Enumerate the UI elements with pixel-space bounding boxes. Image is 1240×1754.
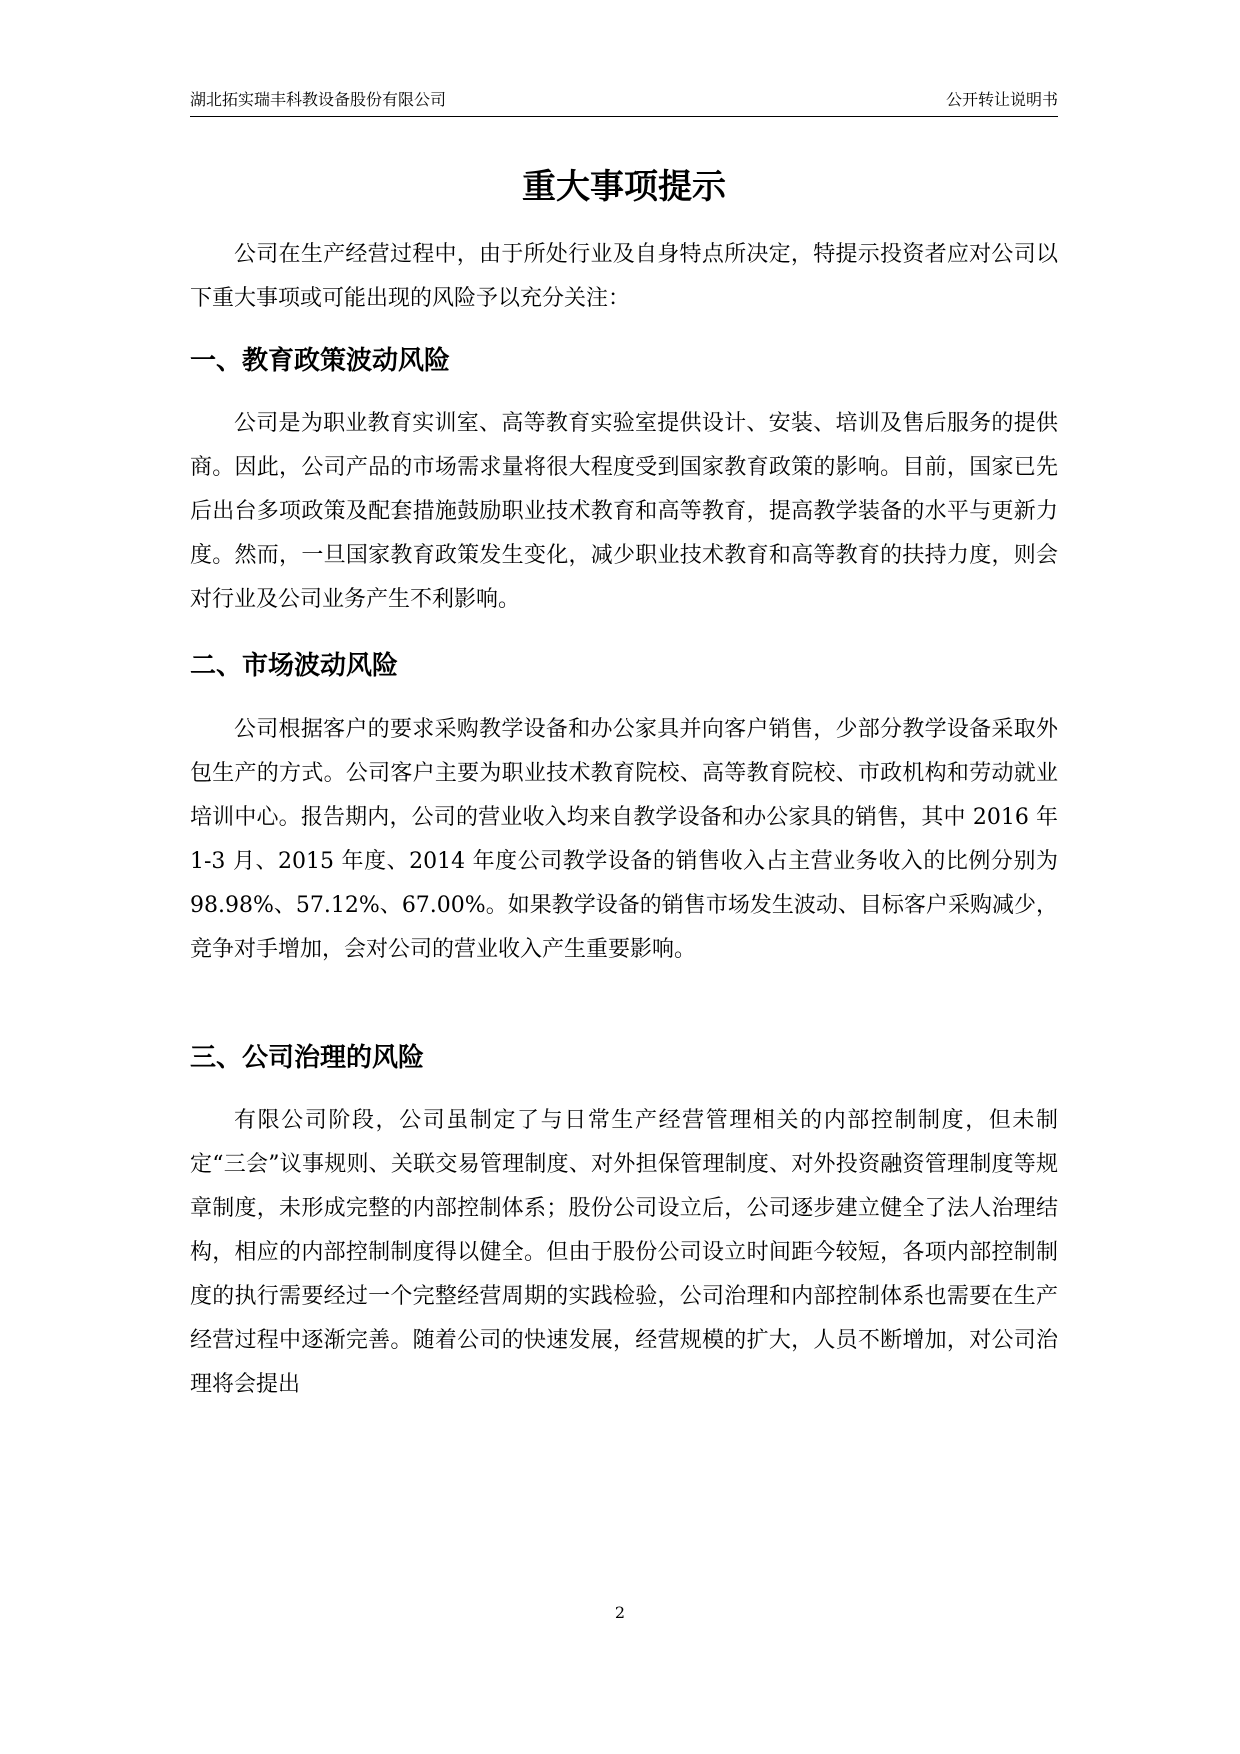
page-number: 2 bbox=[614, 1603, 626, 1622]
page-header bbox=[190, 86, 1058, 114]
header-divider bbox=[190, 116, 1058, 117]
section-paragraph-2: 公司根据客户的要求采购教学设备和办公家具并向客户销售，少部分教学设备采取外包生产的方式。公司客户主要为职业技术教育院校、高等教育院校、市政机构和劳动就业培训中心。报告期内，公司的营业收入均来自教学设备和办公家具的销售，其中 2016 年 1-3 月、2015 年度、2014 年度公司教学设备的销售收入占主营业务收入的比例分别为 98.98%、57.12%、67.00%。如果教学设备的销售市场发生波动、目标客户采购减少，竞争对手增加，会对公司的营业收入产生重要影响。 bbox=[190, 717, 1058, 962]
section-heading-2: 二、市场波动风险 bbox=[190, 651, 399, 681]
page-title: 重大事项提示 bbox=[522, 167, 726, 207]
header-company-name: 湖北拓实瑞丰科教设备股份有限公司 bbox=[190, 90, 447, 109]
intro-block bbox=[190, 233, 1058, 321]
intro-paragraph: 公司在生产经营过程中，由于所处行业及自身特点所决定，特提示投资者应对公司以下重大事项或可能出现的风险予以充分关注： bbox=[190, 242, 1058, 311]
section-body-1 bbox=[190, 402, 1058, 622]
header-document-type: 公开转让说明书 bbox=[945, 90, 1058, 109]
section-body-2 bbox=[190, 708, 1058, 972]
section-heading-1: 一、教育政策波动风险 bbox=[190, 346, 451, 376]
section-paragraph-3: 有限公司阶段，公司虽制定了与日常生产经营管理相关的内部控制制度，但未制定“三会”议事规则、关联交易管理制度、对外担保管理制度、对外投资融资管理制度等规章制度，未形成完整的内部控制体系；股份公司设立后，公司逐步建立健全了法人治理结构，相应的内部控制制度得以健全。但由于股份公司设立时间距今较短，各项内部控制制度的执行需要经过一个完整经营周期的实践检验，公司治理和内部控制体系也需要在生产经营过程中逐渐完善。随着公司的快速发展，经营规模的扩大，人员不断增加，对公司治理将会提出 bbox=[190, 1108, 1058, 1397]
section-body-3 bbox=[190, 1099, 1058, 1407]
section-paragraph-1: 公司是为职业教育实训室、高等教育实验室提供设计、安装、培训及售后服务的提供商。因此，公司产品的市场需求量将很大程度受到国家教育政策的影响。目前，国家已先后出台多项政策及配套措施鼓励职业技术教育和高等教育，提高教学装备的水平与更新力度。然而，一旦国家教育政策发生变化，减少职业技术教育和高等教育的扶持力度，则会对行业及公司业务产生不利影响。 bbox=[190, 411, 1058, 612]
section-heading-3: 三、公司治理的风险 bbox=[190, 1043, 425, 1073]
